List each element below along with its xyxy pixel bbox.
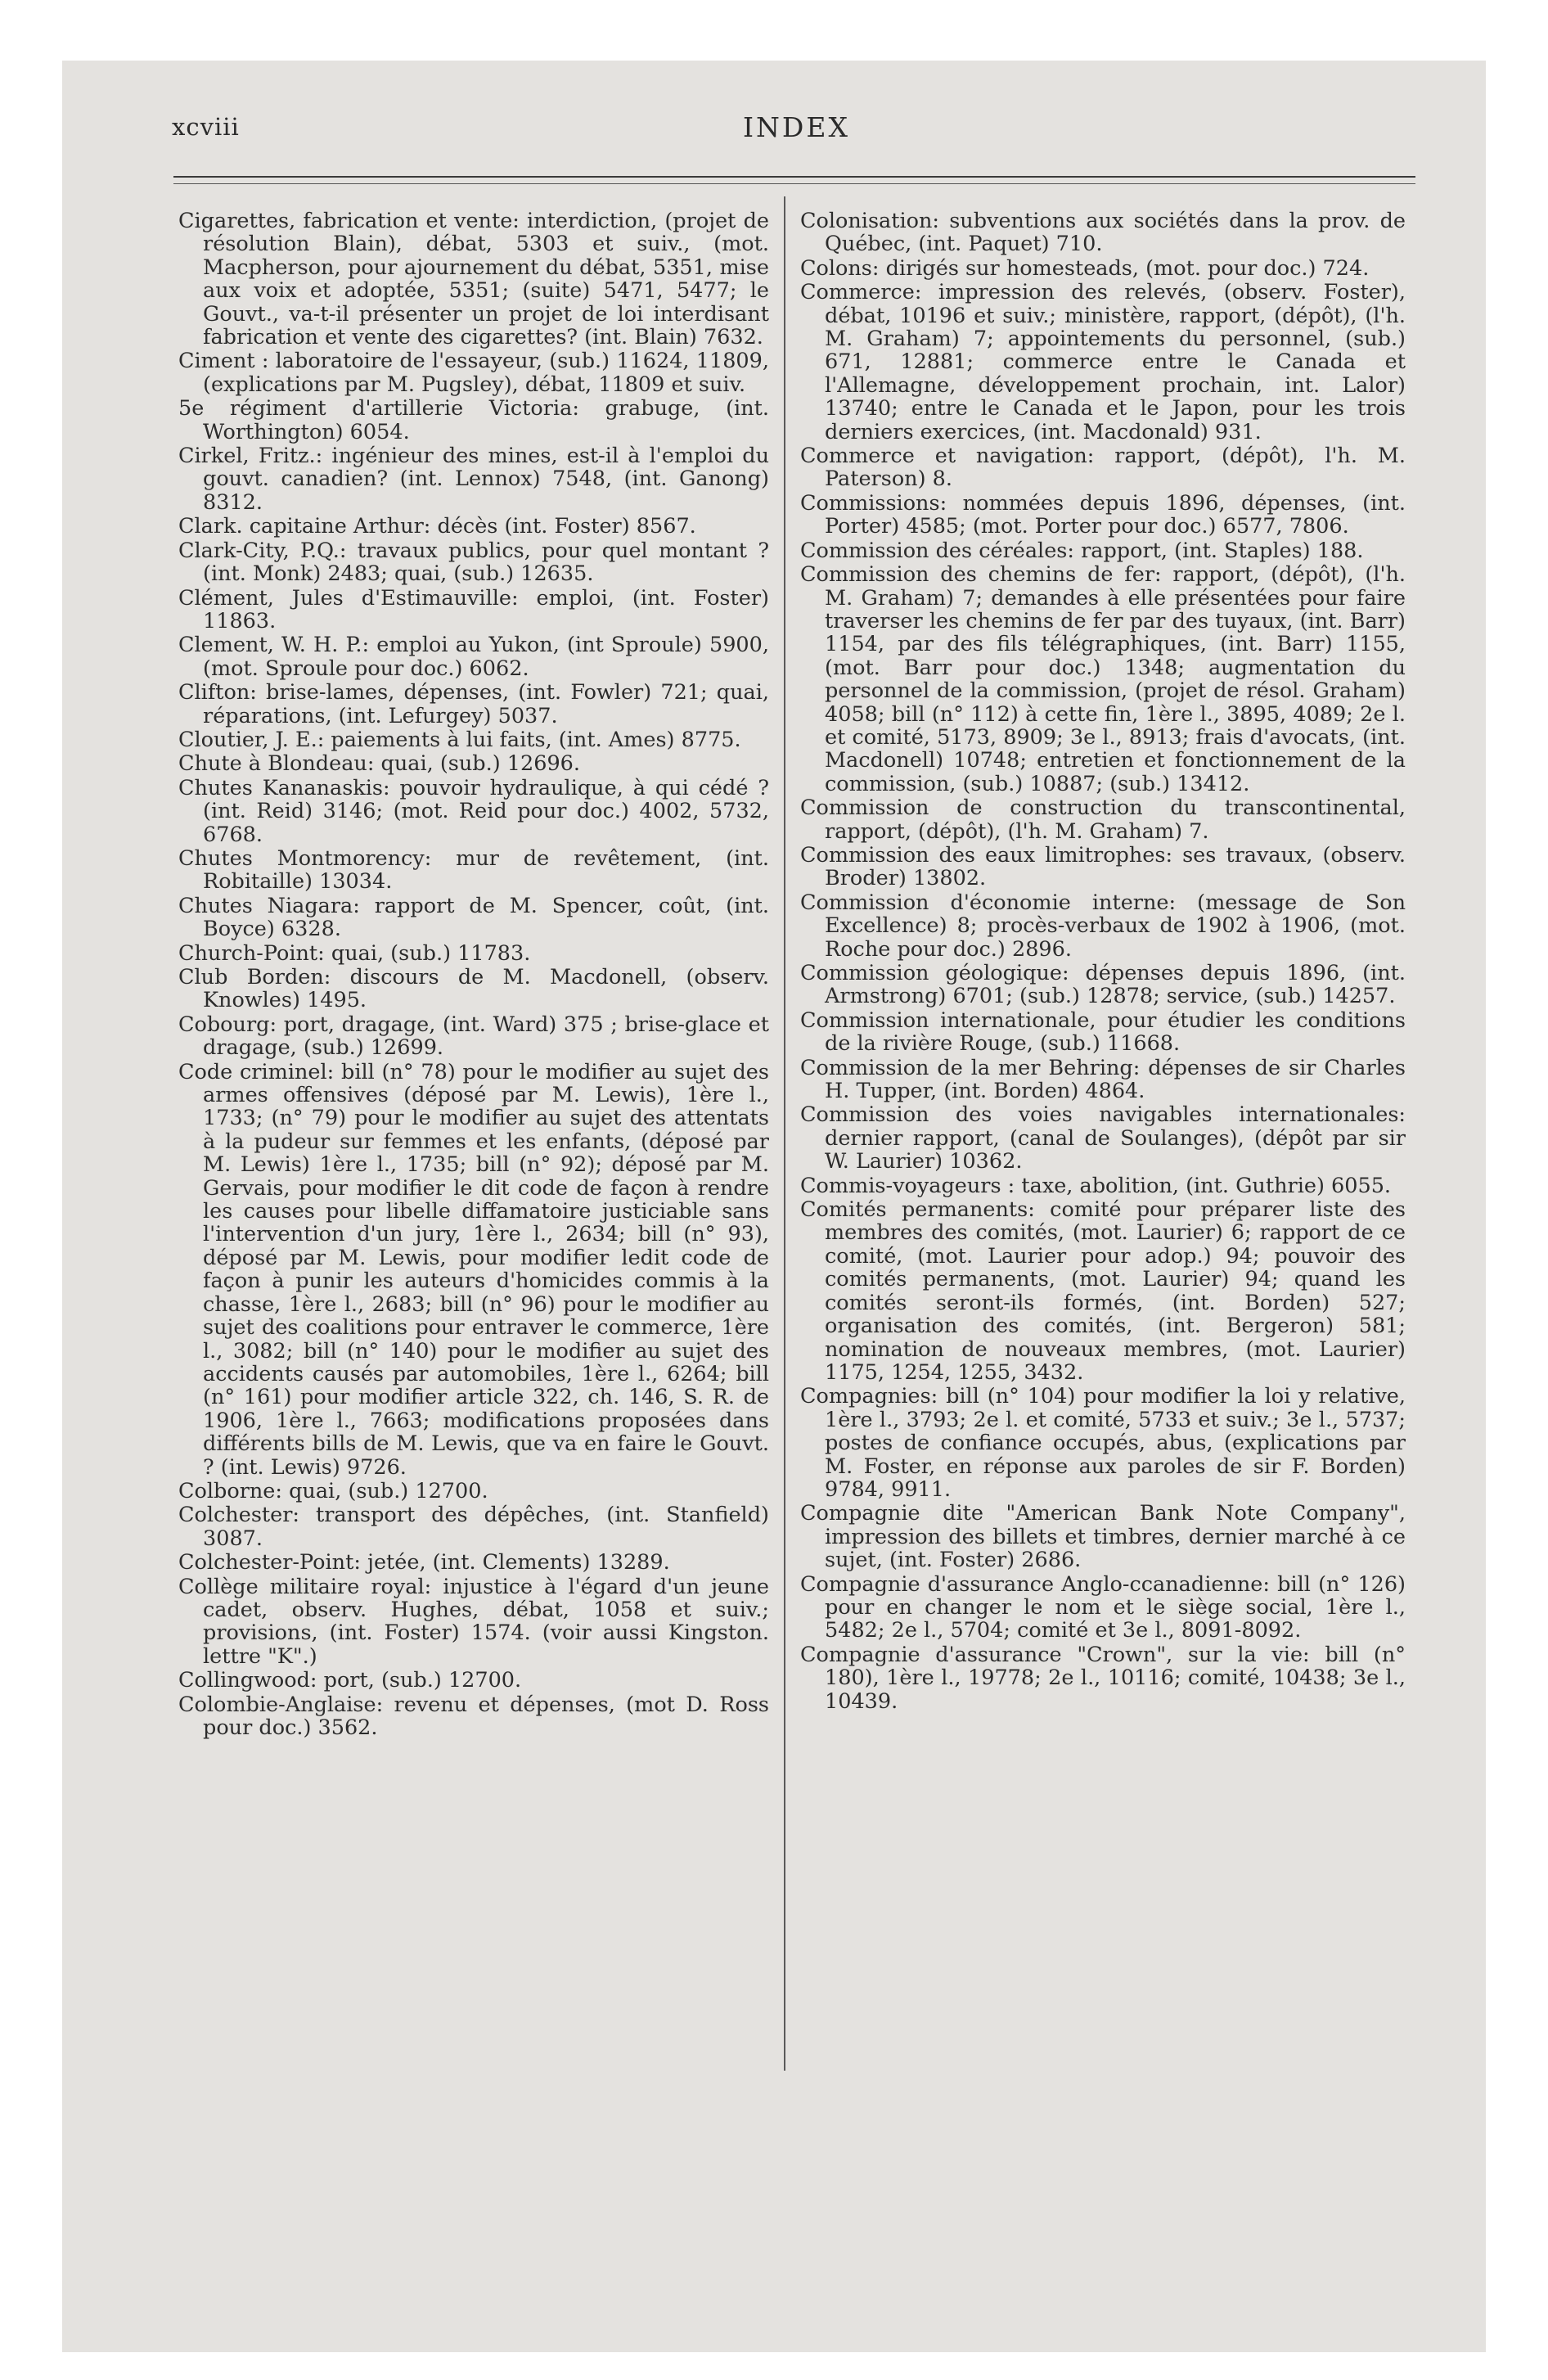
header-rule-top [173, 176, 1415, 178]
index-entry: Ciment : laboratoire de l'essayeur, (sub.) 11624, 11809, (explications par M. Pugsley), débat, 11809 et suiv. [178, 349, 769, 397]
index-entry: Compagnie dite "American Bank Note Company", impression des billets et timbres, dernier marché à ce sujet, (int. Foster) 2686. [800, 1501, 1406, 1573]
index-entry: Clark. capitaine Arthur: décès (int. Foster) 8567. [178, 514, 696, 539]
index-entry: Colchester-Point: jetée, (int. Clements) 13289. [178, 1550, 670, 1575]
index-entry: Collège militaire royal: injustice à l'égard d'un jeune cadet, observ. Hughes, débat, 1058 et suiv.; provisions, (int. Foster) 1574. (voir aussi Kingston. lettre "K".) [178, 1574, 769, 1669]
index-entry: Commission géologique: dépenses depuis 1896, (int. Armstrong) 6701; (sub.) 12878; service, (sub.) 14257. [800, 961, 1406, 1009]
index-column-left [178, 210, 769, 1740]
index-entry: Comités permanents: comité pour préparer liste des membres des comités, (mot. Laurier) 6; rapport de ce comité, (mot. Laurier pour adop.) 94; pouvoir des comités permanents, (mot. Laurier) 94; quand les comités seront-ils formés, (int. Borden) 527; organisation des comités, (int. Bergeron) 581; nomination de nouveaux membres, (mot. Laurier) 1175, 1254, 1255, 3432. [800, 1197, 1406, 1385]
index-entry: Colons: dirigés sur homesteads, (mot. pour doc.) 724. [800, 255, 1370, 281]
index-entry: Commission des eaux limitrophes: ses travaux, (observ. Broder) 13802. [800, 842, 1406, 891]
index-entry: Clément, Jules d'Estimauville: emploi, (int. Foster) 11863. [178, 585, 769, 633]
index-entry: Chutes Montmorency: mur de revêtement, (int. Robitaille) 13034. [178, 845, 769, 895]
index-entry: Chutes Kananaskis: pouvoir hydraulique, à qui cédé ? (int. Reid) 3146; (mot. Reid pour doc.) 4002, 5732, 6768. [178, 775, 769, 847]
index-entry: Commerce et navigation: rapport, (dépôt), l'h. M. Paterson) 8. [800, 444, 1406, 492]
index-entry: Club Borden: discours de M. Macdonell, (observ. Knowles) 1495. [178, 965, 769, 1013]
index-column-right [800, 210, 1406, 1714]
index-entry: Commissions: nommées depuis 1896, dépenses, (int. Porter) 4585; (mot. Porter pour doc.) 6577, 7806. [800, 490, 1406, 539]
index-entry: Chute à Blondeau: quai, (sub.) 12696. [178, 751, 580, 777]
index-entry: Commission des céréales: rapport, (int. Staples) 188. [800, 538, 1364, 563]
index-entry: Colonisation: subventions aux sociétés dans la prov. de Québec, (int. Paquet) 710. [800, 209, 1406, 257]
index-entry: Colborne: quai, (sub.) 12700. [178, 1478, 488, 1503]
index-entry: Commission d'économie interne: (message de Son Excellence) 8; procès-verbaux de 1902 à 1906, (mot. Roche pour doc.) 2896. [800, 890, 1406, 962]
index-entry: Commission de construction du transcontinental, rapport, (dépôt), (l'h. M. Graham) 7. [800, 796, 1406, 844]
index-entry: Chutes Niagara: rapport de M. Spencer, coût, (int. Boyce) 6328. [178, 893, 769, 942]
page-number: xcviii [172, 113, 240, 141]
index-entry: Commission des voies navigables internationales: dernier rapport, (canal de Soulanges), (dépôt par sir W. Laurier) 10362. [800, 1102, 1406, 1174]
index-entry: Commission de la mer Behring: dépenses de sir Charles H. Tupper, (int. Borden) 4864. [800, 1055, 1406, 1104]
index-entry: Clifton: brise-lames, dépenses, (int. Fowler) 721; quai, réparations, (int. Lefurgey) 5037. [178, 680, 769, 728]
index-entry: Cigarettes, fabrication et vente: interdiction, (projet de résolution Blain), débat, 5303 et suiv., (mot. Macpherson, pour ajournement du débat, 5351, mise aux voix et adoptée, 5351; (suite) 5471, 5477; le Gouvt., va-t-il présenter un projet de loi interdisant fabrication et vente des cigarettes? (int. Blain) 7632. [178, 209, 769, 350]
header-rule-bottom [173, 183, 1415, 184]
index-entry: Commerce: impression des relevés, (observ. Foster), débat, 10196 et suiv.; ministère, rapport, (dépôt), (l'h. M. Graham) 7; appointements du personnel, (sub.) 671, 12881; commerce entre le Canada et l'Allemagne, développement prochain, int. Lalor) 13740; entre le Canada et le Japon, pour les trois derniers exercices, (int. Macdonald) 931. [800, 280, 1406, 444]
index-entry: Code criminel: bill (n° 78) pour le modifier au sujet des armes offensives (déposé par M. Lewis), 1ère l., 1733; (n° 79) pour le modifier au sujet des attentats à la pudeur sur femmes et les enfants, (déposé par M. Lewis) 1ère l., 1735; bill (n° 92); déposé par M. Gervais, pour modifier le dit code de façon à rendre les causes pour libelle diffamatoire justiciable sans l'intervention d'un jury, 1ère l., 2634; bill (n° 93), déposé par M. Lewis, pour modifier ledit code de façon à punir les auteurs d'homicides commis à la chasse, 1ère l., 2683; bill (n° 96) pour le modifier au sujet des coalitions pour entraver le commerce, 1ère l., 3082; bill (n° 140) pour le modifier au sujet des accidents causés par automobiles, 1ère l., 6264; bill (n° 161) pour modifier article 322, ch. 146, S. R. de 1906, 1ère l., 7663; modifications proposées dans différents bills de M. Lewis, que va en faire le Gouvt. ? (int. Lewis) 9726. [178, 1059, 769, 1480]
index-entry: Commission des chemins de fer: rapport, (dépôt), (l'h. M. Graham) 7; demandes à elle présentées pour faire traverser les chemins de fer par des tuyaux, (int. Barr) 1154, par des fils télégraphiques, (int. Barr) 1155, (mot. Barr pour doc.) 1348; augmentation du personnel de la commission, (projet de résol. Graham) 4058; bill (n° 112) à cette fin, 1ère l., 3895, 4089; 2e l. et comité, 5173, 8909; 3e l., 8913; frais d'avocats, (int. Macdonell) 10748; entretien et fonctionnement de la commission, (sub.) 10887; (sub.) 13412. [800, 562, 1406, 796]
index-entry: Commission internationale, pour étudier les conditions de la rivière Rouge, (sub.) 11668. [800, 1007, 1406, 1057]
index-entry: Compagnie d'assurance "Crown", sur la vie: bill (n° 180), 1ère l., 19778; 2e l., 10116; comité, 10438; 3e l., 10439. [800, 1642, 1406, 1714]
index-entry: Collingwood: port, (sub.) 12700. [178, 1668, 522, 1693]
index-entry: Cirkel, Fritz.: ingénieur des mines, est-il à l'emploi du gouvt. canadien? (int. Lennox) 7548, (int. Ganong) 8312. [178, 444, 769, 515]
index-entry: Cobourg: port, dragage, (int. Ward) 375 ; brise-glace et dragage, (sub.) 12699. [178, 1012, 769, 1061]
index-entry: Clark-City, P.Q.: travaux publics, pour quel montant ? (int. Monk) 2483; quai, (sub.) 12635. [178, 538, 769, 587]
column-divider [784, 196, 785, 2071]
index-entry: Church-Point: quai, (sub.) 11783. [178, 940, 531, 966]
index-entry: Cloutier, J. E.: paiements à lui faits, (int. Ames) 8775. [178, 727, 741, 752]
page-header [108, 108, 1409, 157]
index-entry: 5e régiment d'artillerie Victoria: grabuge, (int. Worthington) 6054. [178, 396, 769, 444]
running-head: INDEX [743, 111, 850, 143]
index-entry: Colombie-Anglaise: revenu et dépenses, (mot D. Ross pour doc.) 3562. [178, 1692, 769, 1740]
index-entry: Clement, W. H. P.: emploi au Yukon, (int Sproule) 5900, (mot. Sproule pour doc.) 6062. [178, 633, 769, 681]
index-entry: Compagnies: bill (n° 104) pour modifier la loi y relative, 1ère l., 3793; 2e l. et comité, 5733 et suiv.; 3e l., 5737; postes de confiance occupés, abus, (explications par M. Foster, en réponse aux paroles de sir F. Borden) 9784, 9911. [800, 1384, 1406, 1502]
index-entry: Compagnie d'assurance Anglo-ccanadienne: bill (n° 126) pour en changer le nom et le siège social, 1ère l., 5482; 2e l., 5704; comité et 3e l., 8091-8092. [800, 1571, 1406, 1643]
index-entry: Commis-voyageurs : taxe, abolition, (int. Guthrie) 6055. [800, 1173, 1392, 1198]
index-entry: Colchester: transport des dépêches, (int. Stanfield) 3087. [178, 1503, 769, 1551]
